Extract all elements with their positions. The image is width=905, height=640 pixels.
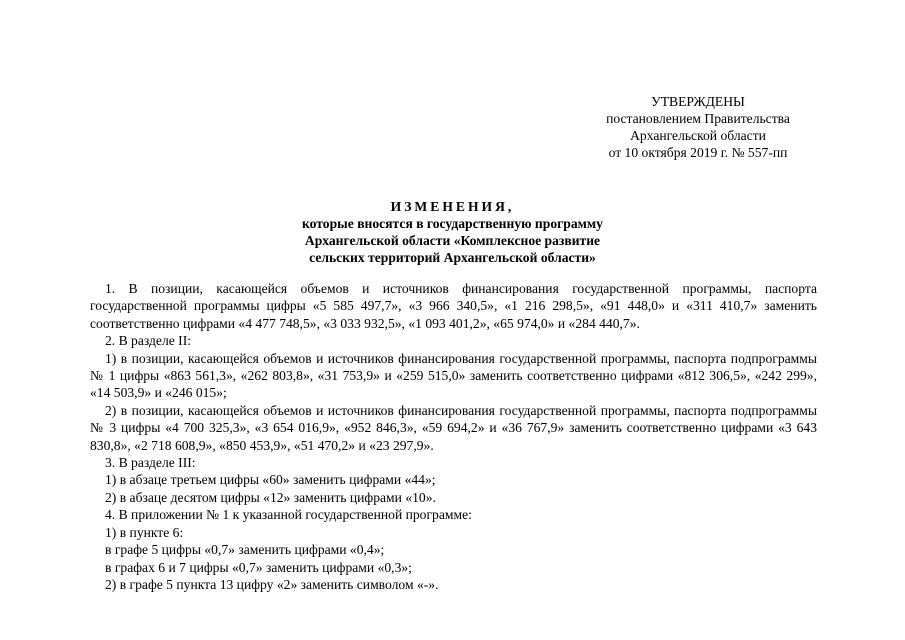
- title-main: ИЗМЕНЕНИЯ,: [390, 199, 515, 214]
- paragraph-section-3-item-2: 2) в абзаце десятом цифры «12» заменить цифрами «10».: [105, 489, 436, 505]
- paragraph-section-3: 3. В разделе III:: [105, 455, 196, 471]
- paragraph-section-4-item-1b: в графах 6 и 7 цифры «0,7» заменить цифрами «0,3»;: [105, 559, 412, 575]
- paragraph-section-4-item-2: 2) в графе 5 пункта 13 цифру «2» заменить символом «-».: [105, 576, 439, 592]
- paragraph-section-4: 4. В приложении № 1 к указанной государственной программе:: [105, 507, 472, 523]
- approval-line-region: Архангельской области: [630, 128, 766, 143]
- approval-stamp: [568, 93, 828, 161]
- approval-line-resolution: постановлением Правительства: [606, 111, 790, 126]
- paragraph-1: 1. В позиции, касающейся объемов и источников финансирования государственной программы, паспорта государственной программы цифры «5 585 497,7», «3 966 340,5», «1 216 298,5», «91 448,0» и «311 410,7» заменить соответственно цифрами «4 477 748,5», «3 033 932,5», «1 093 401,2», «65 974,0» и «284 440,7».: [90, 281, 817, 331]
- title-line-region-program: Архангельской области «Комплексное развитие: [304, 233, 601, 248]
- document-body: [90, 280, 817, 593]
- paragraph-section-3-item-1: 1) в абзаце третьем цифры «60» заменить цифрами «44»;: [105, 472, 436, 488]
- paragraph-section-4-item-1a: в графе 5 цифры «0,7» заменить цифрами «0,4»;: [105, 542, 385, 558]
- paragraph-section-2: 2. В разделе II:: [105, 333, 192, 349]
- paragraph-section-2-item-2: 2) в позиции, касающейся объемов и источников финансирования государственной программы, паспорта подпрограммы № 3 цифры «4 700 325,3», «3 654 016,9», «952 846,3», «59 694,2» и «36 767,9» заменить соответственно цифрами «3 643 830,8», «2 718 608,9», «850 453,9», «51 470,2» и «23 297,9».: [90, 402, 817, 453]
- paragraph-section-2-item-1: 1) в позиции, касающейся объемов и источников финансирования государственной программы, паспорта подпрограммы № 1 цифры «863 561,3», «262 803,8», «31 753,9» и «259 515,0» заменить соответственно цифрами «812 306,5», «242 299», «14 503,9» и «246 015»;: [90, 350, 817, 401]
- paragraph-section-4-item-1: 1) в пункте 6:: [105, 524, 184, 540]
- title-line-territories: сельских территорий Архангельской области»: [309, 250, 596, 265]
- approval-line-date-number: от 10 октября 2019 г. № 557-пп: [608, 145, 788, 160]
- document-title: [0, 198, 905, 266]
- title-line-program: которые вносятся в государственную программу: [302, 216, 603, 231]
- approval-line-approved: УТВЕРЖДЕНЫ: [651, 94, 745, 109]
